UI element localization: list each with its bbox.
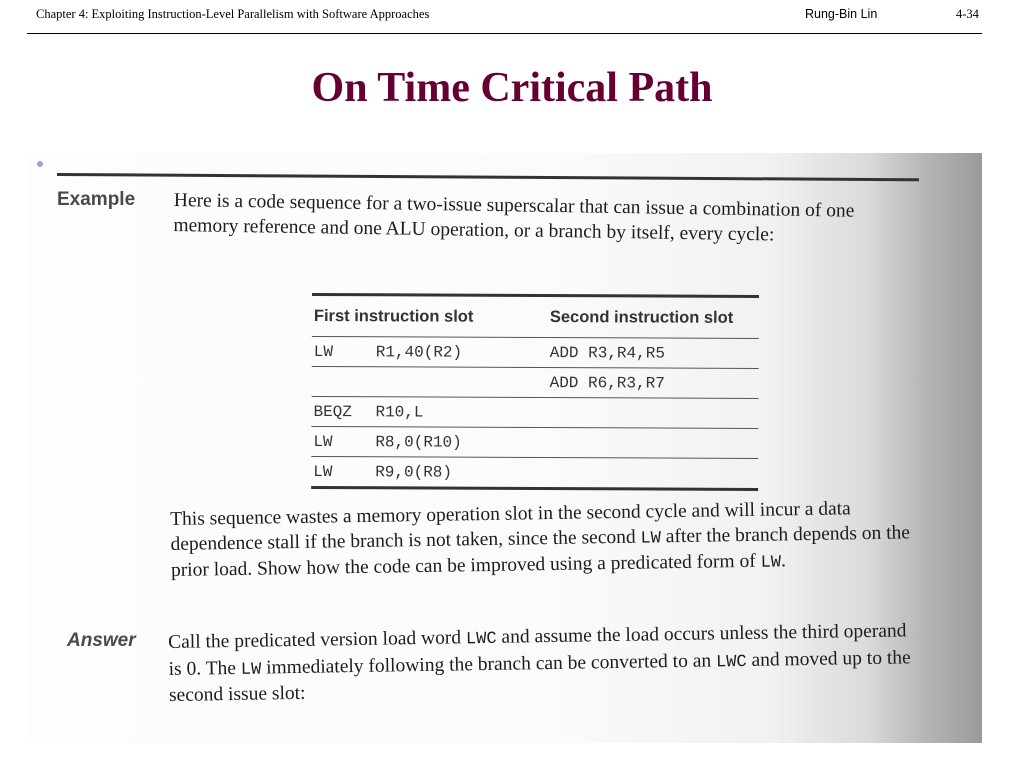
answer-label: Answer (67, 630, 136, 651)
table-row (311, 426, 758, 458)
opcode: LW (313, 432, 333, 451)
second-slot-cell (549, 473, 758, 474)
code-term: LWC (715, 652, 747, 672)
first-slot-cell (311, 432, 549, 451)
first-slot-cell (311, 462, 549, 481)
answer-part: and assume the load occurs unless the third operand is 0. The (168, 620, 907, 680)
operands: R1,40(R2) (375, 342, 463, 362)
operands: R10,L (375, 402, 424, 421)
code-term: LWC (465, 629, 497, 650)
author-name: Rung-Bin Lin (805, 7, 878, 21)
chapter-header: Chapter 4: Exploiting Instruction-Level Parallelism with Software Approaches (36, 7, 430, 21)
second-slot-cell (549, 443, 758, 444)
opcode: BEQZ (313, 402, 352, 421)
answer-part: Call the predicated version load word (168, 627, 467, 653)
explanation-part: . (780, 550, 787, 572)
table-row (311, 396, 758, 428)
answer-text (168, 619, 919, 708)
example-label: Example (57, 189, 136, 210)
first-slot-cell (311, 402, 549, 421)
second-slot-cell: ADD R6,R3,R7 (549, 373, 665, 393)
operands: R8,0(R10) (375, 432, 462, 452)
explanation-text (170, 496, 921, 585)
instruction-slot-table (311, 293, 759, 491)
second-slot-cell (549, 413, 758, 414)
header-divider (27, 33, 982, 34)
example-intro-text: Here is a code sequence for a two-issue superscalar that can issue a combination of one memory reference and one ALU operation, or a branch by itself, every cycle: (173, 189, 855, 245)
slide-number: 4-34 (956, 7, 979, 21)
header-first-slot: First instruction slot (313, 306, 474, 326)
bullet-dot-icon (37, 161, 43, 167)
header-second-slot: Second instruction slot (549, 307, 734, 327)
code-term: LW (760, 553, 782, 573)
answer-part: and moved up to the second issue slot: (168, 646, 911, 706)
explanation-part: This sequence wastes a memory operation slot in the second cycle and will incur a data dependence stall if the branch is not taken, since the second (170, 498, 851, 555)
explanation-part: after the branch depends on the prior load. Show how the code can be improved using a predicated form of (170, 521, 911, 581)
table-header-row (312, 296, 759, 338)
scanned-page (27, 153, 982, 743)
first-slot-cell (312, 381, 550, 382)
code-term: LW (240, 660, 262, 680)
slide-title: On Time Critical Path (311, 65, 713, 111)
opcode: LW (313, 462, 333, 481)
code-term: LW (640, 528, 662, 549)
operands: R9,0(R8) (375, 462, 453, 482)
table-row (312, 336, 759, 368)
table-row (312, 366, 759, 398)
answer-part: immediately following the branch can be converted to an (261, 649, 717, 679)
first-slot-cell (312, 342, 550, 361)
table-bottom-rule (311, 486, 758, 491)
table-row (311, 456, 758, 488)
opcode: LW (313, 342, 333, 361)
second-slot-cell: ADD R3,R4,R5 (549, 343, 665, 363)
section-rule (57, 173, 919, 181)
